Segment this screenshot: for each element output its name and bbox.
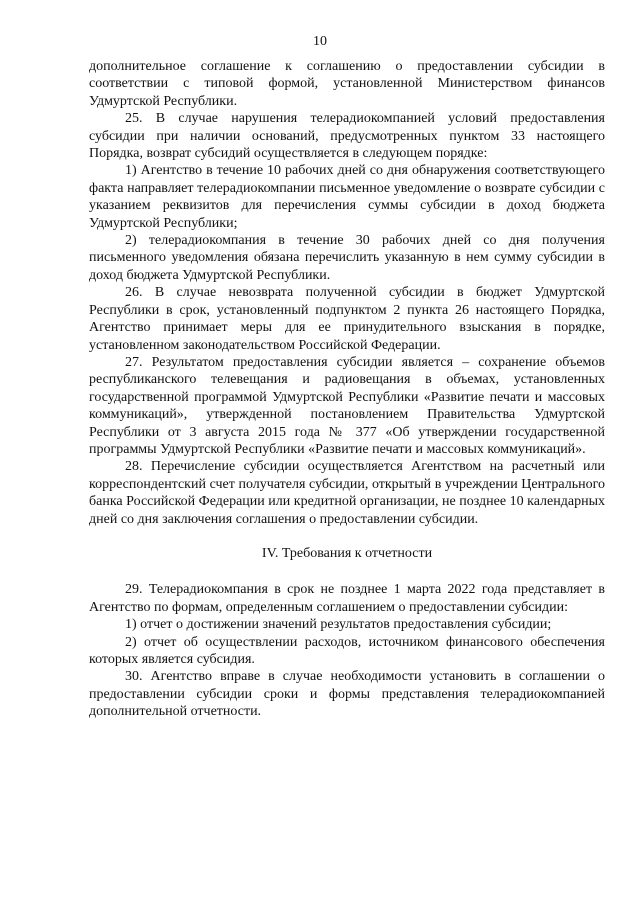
- paragraph-26: 26. В случае невозврата полученной субсидии в бюджет Удмуртской Республики в срок, установленный подпунктом 2 пункта 26 настоящего Порядка, Агентство принимает меры для ее принудительного взыскания в порядке, установленном законодательством Российской Федерации.: [89, 285, 605, 353]
- page-number: 10: [313, 34, 327, 49]
- paragraph-29-item-1: 1) отчет о достижении значений результатов предоставления субсидии;: [125, 617, 552, 633]
- paragraph-29-item-2: 2) отчет об осуществлении расходов, источником финансового обеспечения которых является субсидия.: [89, 634, 605, 667]
- document-body: [89, 58, 605, 721]
- paragraph-25-item-2: 2) телерадиокомпания в течение 30 рабочих дней со дня получения письменного уведомления обязана перечислить указанную в нем сумму субсидии в доход бюджета Удмуртской Республики.: [89, 233, 605, 283]
- section-spacer-bottom: [89, 562, 605, 581]
- paragraph-30: 30. Агентство вправе в случае необходимости установить в соглашении о предоставлении субсидии сроки и формы представления телерадиокомпанией дополнительной отчетности.: [89, 669, 605, 720]
- section-spacer-top: [89, 528, 605, 545]
- paragraph-25: 25. В случае нарушения телерадиокомпанией условий предоставления субсидии при наличии оснований, предусмотренных пунктом 33 настоящего Порядка, возврат субсидий осуществляется в следующем порядке:: [89, 111, 605, 162]
- paragraph-29: 29. Телерадиокомпания в срок не позднее 1 марта 2022 года представляет в Агентство по формам, определенным соглашением о предоставлении субсидии:: [89, 582, 605, 615]
- section-title: IV. Требования к отчетности: [261, 545, 433, 561]
- paragraph-28: 28. Перечисление субсидии осуществляется Агентством на расчетный или корреспондентский счет получателя субсидии, открытый в учреждении Центрального банка Российской Федерации или кредитной организации, не позднее 10 календарных дней со дня заключения соглашения о предоставлении субсидии.: [89, 459, 605, 527]
- paragraph-continuation: дополнительное соглашение к соглашению о предоставлении субсидии в соответствии с типовой формой, установленной Министерством финансов Удмуртской Республики.: [89, 59, 605, 109]
- paragraph-27: 27. Результатом предоставления субсидии является – сохранение объемов республиканского телевещания и радиовещания в объемах, установленных государственной программой Удмуртской Республики «Развитие печати и массовых коммуникаций», утвержденной постановлением Правительства Удмуртской Республики от 3 августа 2015 года № 377 «Об утверждении государственной программы Удмуртской Республики «Развитие печати и массовых коммуникаций».: [89, 354, 605, 457]
- paragraph-25-item-1: 1) Агентство в течение 10 рабочих дней со дня обнаружения соответствующего факта направляет телерадиокомпании письменное уведомление о возврате субсидии с указанием реквизитов для перечисления суммы субсидии в доход бюджета Удмуртской Республики;: [89, 163, 605, 231]
